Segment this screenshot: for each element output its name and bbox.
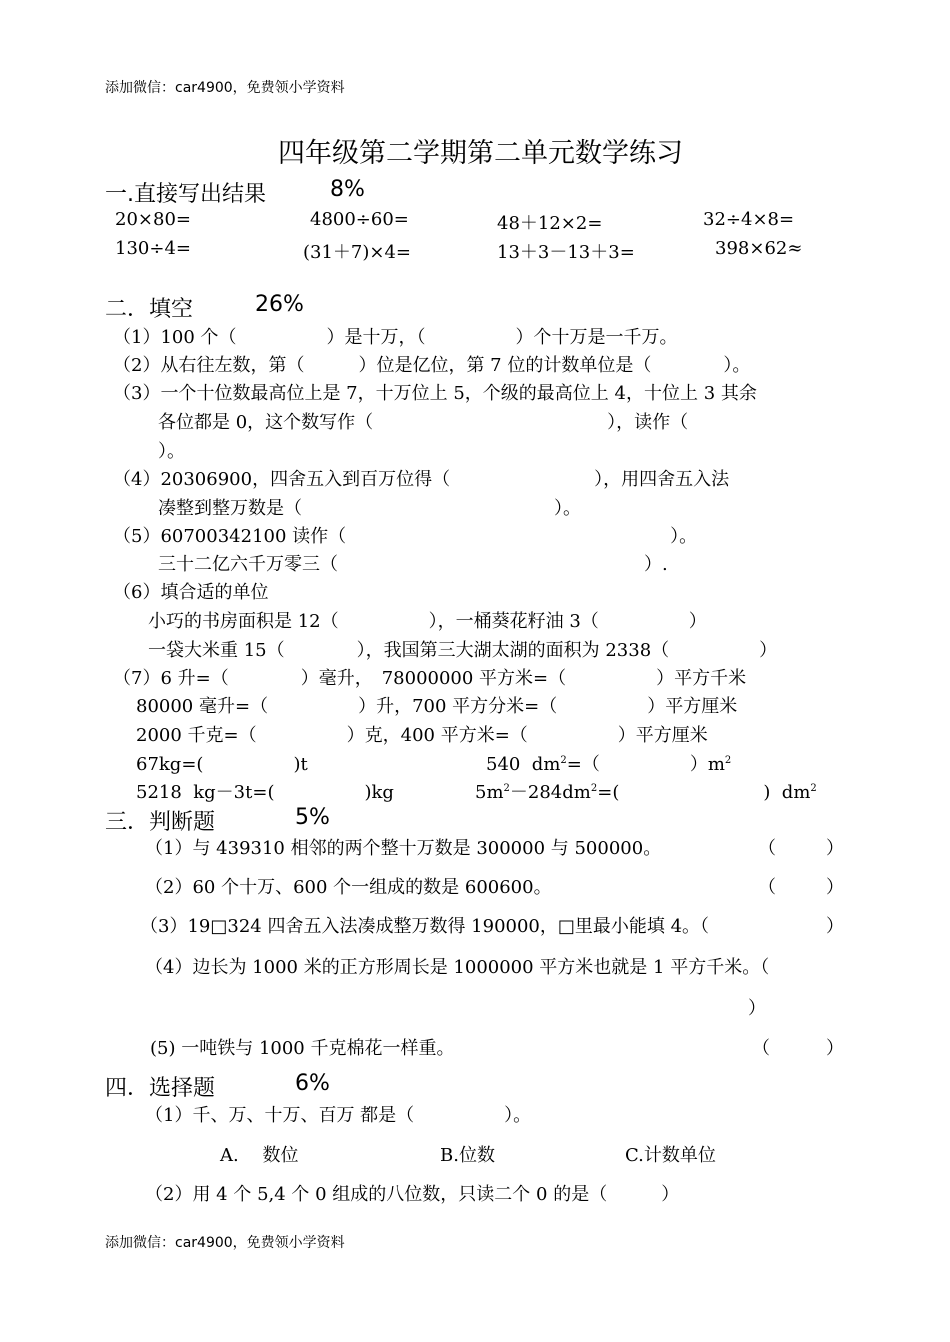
- answer-paren-close: ）: [826, 877, 844, 898]
- fill-line-3c: ）。: [158, 441, 185, 462]
- judge-q4: （4）边长为 1000 米的正方形周长是 1000000 平方米也就是 1 平方千米。（: [145, 957, 770, 978]
- section-4-heading: 四．选择题: [105, 1076, 216, 1101]
- section-1-score: 8%: [330, 177, 365, 202]
- square-sup: 2: [810, 783, 817, 794]
- section-4-score: 6%: [295, 1071, 330, 1096]
- section-3-score: 5%: [295, 805, 330, 830]
- judge-q5: (5) 一吨铁与 1000 千克棉花一样重。: [150, 1038, 455, 1059]
- calc-item: 13＋3－13＋3=: [497, 242, 635, 263]
- fill-line-6b: 一袋大米重 15（ ），我国第三大湖太湖的面积为 2338（ ）: [148, 640, 778, 661]
- judge-q1: （1）与 439310 相邻的两个整十万数是 300000 与 500000。: [145, 838, 662, 859]
- fill-line-7c: 2000 千克=（ ）克，400 平方米=（ ）平方厘米: [136, 725, 708, 746]
- fill-line-3a: （3）一个十位数最高位上是 7，十万位上 5，个级的最高位上 4，十位上 3 其余: [113, 383, 757, 404]
- judge-q3: （3）19□324 四舍五入法凑成整万数得 190000，□里最小能填 4。（: [140, 916, 710, 937]
- fill-line-2: （2）从右往左数，第（ ）位是亿位，第 7 位的计数单位是（ ）。: [113, 355, 751, 376]
- unit-m: 5m: [475, 782, 504, 803]
- fill-line-4b: 凑整到整万数是（ ）。: [158, 498, 581, 519]
- fill-line-7d-a: 67kg=( )t: [136, 754, 308, 775]
- fill-line-5b: 三十二亿六千万零三（ ）.: [158, 554, 668, 575]
- page-header: 添加微信：car4900，免费领小学资料: [105, 80, 345, 96]
- fill-line-3b: 各位都是 0，这个数写作（ ），读作（: [158, 412, 689, 433]
- fill-line-7e-a: 5218 kg－3t=( )kg: [136, 782, 394, 803]
- unit-dm: =( ) dm: [597, 782, 811, 803]
- page-footer: 添加微信：car4900，免费领小学资料: [105, 1235, 345, 1251]
- choice-q1: （1）千、万、十万、百万 都是（ ）。: [145, 1105, 532, 1126]
- square-sup: 2: [590, 783, 598, 794]
- choice-option-b: B.位数: [440, 1145, 495, 1166]
- unit-m: =（ ）m: [566, 754, 725, 775]
- answer-paren-open: （: [758, 838, 776, 859]
- section-2-heading: 二．填空: [105, 297, 194, 322]
- calc-item: 4800÷60=: [310, 209, 409, 230]
- answer-paren-close: ）: [826, 838, 844, 859]
- section-1-heading: 一.直接写出结果: [105, 182, 266, 207]
- fill-line-5a: （5）60700342100 读作（ ）。: [113, 526, 698, 547]
- unit-dm: －284dm: [509, 782, 591, 803]
- judge-q2: （2）60 个十万、600 个一组成的数是 600600。: [145, 877, 552, 898]
- square-sup: 2: [503, 783, 510, 794]
- calc-item: 20×80=: [115, 209, 191, 230]
- choice-option-a: A. 数位: [220, 1145, 299, 1166]
- fill-line-7d-b: [486, 750, 731, 776]
- calc-item: 48＋12×2=: [497, 213, 603, 234]
- section-3-heading: 三．判断题: [105, 810, 216, 835]
- answer-paren-open: （: [752, 1038, 770, 1059]
- section-2-score: 26%: [255, 292, 304, 317]
- fill-line-7e-b: [475, 778, 817, 804]
- square-sup: 2: [724, 755, 732, 766]
- choice-option-c: C.计数单位: [625, 1145, 716, 1166]
- fill-line-6: （6）填合适的单位: [113, 582, 269, 603]
- calc-item: 130÷4=: [115, 238, 191, 259]
- unit-dm: 540 dm: [486, 754, 561, 775]
- fill-line-7b: 80000 毫升=（ ）升，700 平方分米=（ ）平方厘米: [136, 696, 738, 717]
- answer-paren-close: ）: [748, 998, 766, 1019]
- calc-item: (31＋7)×4=: [303, 242, 412, 263]
- square-sup: 2: [560, 755, 567, 766]
- calc-item: 32÷4×8=: [703, 209, 795, 230]
- answer-paren-close: ）: [826, 1038, 844, 1059]
- fill-line-6a: 小巧的书房面积是 12（ ），一桶葵花籽油 3（ ）: [148, 611, 707, 632]
- fill-line-7a: （7）6 升=（ ）毫升， 78000000 平方米=（ ）平方千米: [113, 668, 747, 689]
- fill-line-4a: （4）20306900，四舍五入到百万位得（ ），用四舍五入法: [113, 469, 730, 490]
- answer-paren-open: （: [758, 877, 776, 898]
- calc-item: 398×62≈: [715, 238, 803, 259]
- answer-paren-close: ）: [826, 916, 844, 937]
- choice-q2: （2）用 4 个 5,4 个 0 组成的八位数，只读二个 0 的是（ ）: [145, 1184, 680, 1205]
- fill-line-1: （1）100 个（ ）是十万，（ ）个十万是一千万。: [113, 327, 678, 348]
- page-title: 四年级第二学期第二单元数学练习: [278, 138, 683, 169]
